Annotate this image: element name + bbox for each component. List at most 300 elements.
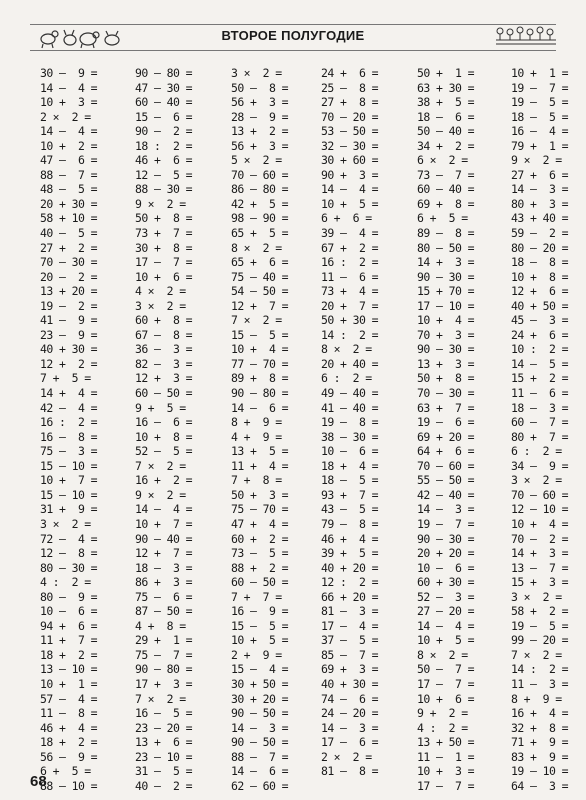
exercise-item: 65 + 6 = [231,255,288,270]
exercise-item: 80 – 9 = [40,589,97,604]
exercise-item: 36 – 3 = [135,342,192,357]
exercise-item: 12 + 2 = [40,356,97,371]
exercise-item: 90 – 80 = [135,66,192,80]
exercise-item: 88 – 7 = [40,167,97,182]
exercise-item: 73 – 5 = [231,546,288,561]
exercise-item: 73 + 7 = [135,226,192,241]
exercise-item: 50 + 8 = [135,211,192,226]
exercise-column [40,66,135,793]
exercise-item: 90 – 2 = [135,124,192,139]
exercise-item: 90 – 40 = [135,531,192,546]
exercise-item: 15 – 6 = [135,109,192,124]
exercise-item: 40 + 50 = [511,298,568,313]
exercise-item: 7 + 5 = [40,371,91,386]
exercise-item: 41 – 9 = [40,313,97,328]
exercise-item: 86 – 80 = [231,182,288,197]
exercise-item: 18 – 5 = [511,109,568,124]
exercise-item: 17 – 7 = [417,676,474,691]
exercise-item: 12 + 6 = [511,284,568,299]
exercise-item: 40 + 20 = [321,560,378,575]
exercise-item: 52 – 5 = [135,444,192,459]
exercise-item: 32 + 8 = [511,720,568,735]
exercise-item: 17 – 7 = [135,255,192,270]
exercise-item: 10 + 4 = [417,313,474,328]
exercise-item: 60 + 8 = [135,313,192,328]
exercise-item: 11 – 8 = [40,706,97,721]
exercise-item: 14 – 4 = [135,502,192,517]
exercise-item: 47 – 30 = [135,80,192,95]
exercise-item: 46 + 4 = [321,531,378,546]
exercise-item: 6 : 2 = [321,371,372,386]
exercise-item: 10 – 6 = [417,560,474,575]
exercise-item: 88 – 10 = [40,778,97,793]
exercise-item: 8 × 2 = [321,342,372,357]
exercise-item: 99 – 20 = [511,633,568,648]
exercise-column [135,66,231,793]
exercise-item: 7 × 2 = [511,647,562,662]
exercise-item: 10 + 1 = [40,676,97,691]
exercise-item: 16 : 2 = [321,255,378,270]
exercise-grid [40,66,586,793]
exercise-item: 14 – 5 = [511,356,568,371]
exercise-item: 70 – 2 = [511,531,568,546]
exercise-item: 90 – 30 = [417,342,474,357]
exercise-item: 14 : 2 = [321,327,378,342]
exercise-item: 60 – 50 = [231,575,288,590]
exercise-item: 85 – 7 = [321,647,378,662]
exercise-item: 16 – 8 = [40,429,97,444]
exercise-item: 39 – 4 = [321,226,378,241]
exercise-item: 19 – 5 = [511,95,568,110]
exercise-item: 88 – 30 = [135,182,192,197]
exercise-item: 42 + 5 = [231,196,288,211]
exercise-item: 15 – 5 = [231,327,288,342]
exercise-item: 18 : 2 = [135,138,192,153]
exercise-item: 27 – 20 = [417,604,474,619]
exercise-item: 46 + 6 = [135,153,192,168]
exercise-item: 49 – 40 = [321,386,378,401]
exercise-column [231,66,321,793]
exercise-item: 34 – 9 = [511,458,568,473]
exercise-item: 20 + 7 = [321,298,378,313]
exercise-item: 24 – 20 = [321,706,378,721]
exercise-item: 7 × 2 = [135,691,186,706]
exercise-item: 7 × 2 = [231,313,282,328]
exercise-item: 13 + 3 = [417,356,474,371]
exercise-item: 17 – 6 = [321,735,378,750]
exercise-item: 63 + 7 = [417,400,474,415]
exercise-item: 73 + 4 = [321,284,378,299]
exercise-item: 18 + 2 = [40,735,97,750]
exercise-item: 24 + 6 = [511,327,568,342]
exercise-item: 14 – 3 = [321,720,378,735]
exercise-item: 14 – 6 = [231,400,288,415]
exercise-item: 16 + 2 = [135,473,192,488]
exercise-item: 89 + 8 = [231,371,288,386]
exercise-item: 14 – 3 = [231,720,288,735]
exercise-item: 90 – 30 = [417,269,474,284]
exercise-item: 16 – 6 = [135,415,192,430]
exercise-item: 67 + 2 = [321,240,378,255]
exercise-item: 10 + 1 = [511,66,568,80]
exercise-item: 25 – 8 = [321,80,378,95]
exercise-item: 6 : 2 = [511,444,562,459]
exercise-item: 23 – 9 = [40,327,97,342]
exercise-item: 6 + 5 = [417,211,468,226]
exercise-item: 75 – 40 = [231,269,288,284]
exercise-item: 58 + 10 = [40,211,97,226]
exercise-item: 53 – 50 = [321,124,378,139]
exercise-item: 59 – 2 = [511,226,568,241]
exercise-item: 41 – 40 = [321,400,378,415]
exercise-item: 13 + 20 = [40,284,97,299]
exercise-item: 10 + 3 = [40,95,97,110]
exercise-item: 4 : 2 = [40,575,91,590]
exercise-item: 88 – 7 = [231,749,288,764]
exercise-item: 9 + 2 = [417,706,468,721]
exercise-item: 82 – 3 = [135,356,192,371]
exercise-item: 2 × 2 = [321,749,372,764]
exercise-item: 10 + 7 = [40,473,97,488]
exercise-item: 7 + 8 = [231,473,282,488]
exercise-item: 15 – 4 = [231,662,288,677]
exercise-item: 40 + 30 = [321,676,378,691]
exercise-item: 27 + 2 = [40,240,97,255]
exercise-item: 18 – 3 = [135,560,192,575]
exercise-item: 18 – 8 = [511,255,568,270]
exercise-item: 17 – 4 = [321,618,378,633]
exercise-item: 66 + 20 = [321,589,378,604]
exercise-item: 81 – 3 = [321,604,378,619]
exercise-item: 11 + 7 = [40,633,97,648]
exercise-item: 14 – 4 = [321,182,378,197]
exercise-item: 90 + 3 = [321,167,378,182]
exercise-item: 30 + 20 = [231,691,288,706]
exercise-item: 47 + 4 = [231,516,288,531]
exercise-item: 42 – 4 = [40,400,97,415]
exercise-item: 5 × 2 = [231,153,282,168]
exercise-item: 71 + 9 = [511,735,568,750]
exercise-item: 30 + 8 = [135,240,192,255]
exercise-item: 8 + 9 = [511,691,562,706]
exercise-item: 80 – 30 = [40,560,97,575]
exercise-item: 70 – 60 = [231,167,288,182]
exercise-item: 23 – 10 = [135,749,192,764]
exercise-item: 12 + 7 = [135,546,192,561]
exercise-item: 19 – 6 = [417,415,474,430]
exercise-item: 93 + 7 = [321,487,378,502]
exercise-item: 14 + 4 = [40,386,97,401]
exercise-item: 75 – 70 = [231,502,288,517]
exercise-item: 17 – 10 = [417,298,474,313]
exercise-item: 50 + 8 = [417,371,474,386]
exercise-item: 19 – 5 = [511,618,568,633]
exercise-item: 14 + 3 = [417,255,474,270]
exercise-item: 60 + 30 = [417,575,474,590]
exercise-item: 29 + 1 = [135,633,192,648]
exercise-item: 4 × 2 = [135,284,186,299]
exercise-item: 94 + 6 = [40,618,97,633]
exercise-item: 65 + 5 = [231,226,288,241]
exercise-item: 7 × 2 = [135,458,186,473]
exercise-item: 31 + 9 = [40,502,97,517]
exercise-item: 3 × 2 = [135,298,186,313]
exercise-column [417,66,511,793]
exercise-item: 12 – 5 = [135,167,192,182]
exercise-item: 14 + 3 = [511,546,568,561]
exercise-item: 60 – 40 = [417,182,474,197]
exercise-item: 6 + 6 = [321,211,372,226]
exercise-item: 4 + 9 = [231,429,282,444]
page-number: 68 [30,773,47,790]
exercise-item: 70 – 60 = [511,487,568,502]
exercise-item: 10 + 6 = [135,269,192,284]
exercise-item: 30 + 60 = [321,153,378,168]
exercise-item: 13 + 6 = [135,735,192,750]
exercise-item: 16 – 5 = [135,706,192,721]
exercise-item: 90 – 50 = [231,706,288,721]
exercise-item: 4 : 2 = [417,720,468,735]
exercise-item: 13 + 5 = [231,444,288,459]
exercise-item: 2 + 9 = [231,647,282,662]
exercise-item: 67 – 8 = [135,327,192,342]
exercise-item: 88 + 2 = [231,560,288,575]
exercise-item: 43 – 5 = [321,502,378,517]
exercise-item: 16 – 9 = [231,604,288,619]
exercise-item: 30 – 9 = [40,66,97,80]
exercise-item: 55 – 50 = [417,473,474,488]
exercise-item: 18 – 3 = [511,400,568,415]
exercise-item: 27 + 6 = [511,167,568,182]
exercise-item: 14 – 4 = [417,618,474,633]
exercise-item: 10 : 2 = [511,342,568,357]
exercise-item: 10 + 8 = [511,269,568,284]
exercise-item: 79 – 8 = [321,516,378,531]
exercise-item: 39 + 5 = [321,546,378,561]
exercise-item: 15 + 2 = [511,371,568,386]
exercise-item: 80 + 7 = [511,429,568,444]
exercise-item: 15 + 70 = [417,284,474,299]
exercise-item: 50 – 7 = [417,662,474,677]
exercise-item: 11 – 3 = [511,676,568,691]
exercise-item: 7 + 7 = [231,589,282,604]
exercise-item: 79 + 1 = [511,138,568,153]
exercise-item: 69 + 3 = [321,662,378,677]
exercise-item: 2 × 2 = [40,109,91,124]
page-title: ВТОРОЕ ПОЛУГОДИЕ [221,28,365,43]
exercise-item: 42 – 40 = [417,487,474,502]
exercise-item: 48 – 5 = [40,182,97,197]
exercise-item: 89 – 8 = [417,226,474,241]
exercise-item: 30 + 50 = [231,676,288,691]
exercise-item: 11 – 1 = [417,749,474,764]
header-rule-bottom [30,50,556,51]
exercise-item: 3 × 2 = [511,473,562,488]
exercise-item: 50 + 30 = [321,313,378,328]
exercise-item: 34 + 2 = [417,138,474,153]
exercise-item: 15 + 3 = [511,575,568,590]
exercise-item: 50 – 40 = [417,124,474,139]
exercise-item: 19 – 2 = [40,298,97,313]
exercise-item: 32 – 30 = [321,138,378,153]
exercise-item: 50 + 3 = [231,487,288,502]
exercise-item: 18 + 4 = [321,458,378,473]
exercise-item: 75 – 6 = [135,589,192,604]
exercise-item: 19 – 8 = [321,415,378,430]
exercise-item: 14 – 4 = [40,124,97,139]
exercise-item: 56 + 3 = [231,95,288,110]
exercise-item: 98 – 90 = [231,211,288,226]
exercise-item: 70 + 3 = [417,327,474,342]
header-rule-top [30,24,556,25]
exercise-item: 43 + 40 = [511,211,568,226]
exercise-item: 64 – 3 = [511,778,568,793]
exercise-item: 13 + 50 = [417,735,474,750]
exercise-item: 6 × 2 = [417,153,468,168]
exercise-item: 10 – 6 = [40,604,97,619]
exercise-item: 9 × 2 = [135,487,186,502]
exercise-item: 4 + 8 = [135,618,186,633]
exercise-item: 18 – 6 = [417,109,474,124]
exercise-item: 75 – 7 = [135,647,192,662]
exercise-item: 14 – 3 = [417,502,474,517]
exercise-item: 54 – 50 = [231,284,288,299]
exercise-item: 10 + 3 = [417,764,474,779]
exercise-item: 12 : 2 = [321,575,378,590]
exercise-item: 90 – 80 = [231,386,288,401]
exercise-item: 10 + 2 = [40,138,97,153]
exercise-item: 16 + 4 = [511,706,568,721]
exercise-item: 12 + 7 = [231,298,288,313]
exercise-item: 18 – 5 = [321,473,378,488]
exercise-item: 52 – 3 = [417,589,474,604]
exercise-column [511,66,586,793]
exercise-item: 46 + 4 = [40,720,97,735]
birds-illustration-icon [494,24,558,48]
exercise-item: 47 – 6 = [40,153,97,168]
exercise-item: 60 + 2 = [231,531,288,546]
exercise-item: 9 × 2 = [511,153,562,168]
exercise-item: 9 + 5 = [135,400,186,415]
exercise-item: 10 – 6 = [321,444,378,459]
exercise-item: 3 × 2 = [511,589,562,604]
exercise-item: 80 – 20 = [511,240,568,255]
exercise-item: 3 × 2 = [231,66,282,80]
exercise-item: 37 – 5 = [321,633,378,648]
exercise-item: 70 – 30 = [417,386,474,401]
exercise-item: 11 – 6 = [511,386,568,401]
exercise-item: 45 – 3 = [511,313,568,328]
exercise-item: 74 – 6 = [321,691,378,706]
exercise-item: 20 + 20 = [417,546,474,561]
exercise-item: 20 + 30 = [40,196,97,211]
exercise-item: 23 – 20 = [135,720,192,735]
exercise-item: 20 + 40 = [321,356,378,371]
exercise-item: 16 : 2 = [40,415,97,430]
exercise-item: 17 + 3 = [135,676,192,691]
exercise-item: 87 – 50 = [135,604,192,619]
exercise-item: 8 + 9 = [231,415,282,430]
exercise-item: 31 – 5 = [135,764,192,779]
exercise-item: 64 + 6 = [417,444,474,459]
exercise-item: 8 × 2 = [417,647,468,662]
exercise-item: 15 – 10 = [40,458,97,473]
exercise-item: 60 – 40 = [135,95,192,110]
exercise-item: 20 – 2 = [40,269,97,284]
exercise-item: 10 + 4 = [511,516,568,531]
exercise-item: 40 – 2 = [135,778,192,793]
exercise-item: 9 × 2 = [135,196,186,211]
exercise-item: 19 – 7 = [511,80,568,95]
exercise-item: 28 – 9 = [231,109,288,124]
exercise-item: 10 + 5 = [231,633,288,648]
exercise-item: 60 – 7 = [511,415,568,430]
exercise-item: 50 + 1 = [417,66,474,80]
exercise-item: 11 + 4 = [231,458,288,473]
exercise-item: 27 + 8 = [321,95,378,110]
exercise-item: 6 + 5 = [40,764,91,779]
exercise-item: 13 – 7 = [511,560,568,575]
exercise-item: 57 – 4 = [40,691,97,706]
exercise-item: 72 – 4 = [40,531,97,546]
exercise-item: 19 – 7 = [417,516,474,531]
exercise-item: 11 – 6 = [321,269,378,284]
exercise-item: 13 – 10 = [40,662,97,677]
exercise-item: 19 – 10 = [511,764,568,779]
exercise-item: 10 + 7 = [135,516,192,531]
exercise-item: 14 – 3 = [511,182,568,197]
exercise-item: 70 – 30 = [40,255,97,270]
exercise-item: 15 – 10 = [40,487,97,502]
exercise-item: 12 – 8 = [40,546,97,561]
exercise-item: 80 + 3 = [511,196,568,211]
exercise-item: 10 + 5 = [417,633,474,648]
exercise-item: 10 + 6 = [417,691,474,706]
exercise-item: 8 × 2 = [231,240,282,255]
exercise-item: 15 – 5 = [231,618,288,633]
exercise-column [321,66,417,793]
exercise-item: 70 – 60 = [417,458,474,473]
exercise-item: 86 + 3 = [135,575,192,590]
exercise-item: 50 – 8 = [231,80,288,95]
exercise-item: 40 + 30 = [40,342,97,357]
exercise-item: 24 + 6 = [321,66,378,80]
exercise-item: 90 – 80 = [135,662,192,677]
exercise-item: 14 : 2 = [511,662,568,677]
exercise-item: 3 × 2 = [40,516,91,531]
exercise-item: 77 – 70 = [231,356,288,371]
exercise-item: 14 – 6 = [231,764,288,779]
exercise-item: 69 + 20 = [417,429,474,444]
exercise-item: 69 + 8 = [417,196,474,211]
exercise-item: 56 – 9 = [40,749,97,764]
exercise-item: 83 + 9 = [511,749,568,764]
exercise-item: 10 + 5 = [321,196,378,211]
exercise-item: 12 – 10 = [511,502,568,517]
exercise-item: 56 + 3 = [231,138,288,153]
exercise-item: 73 – 7 = [417,167,474,182]
exercise-item: 90 – 50 = [231,735,288,750]
exercise-item: 40 – 5 = [40,226,97,241]
exercise-item: 17 – 7 = [417,778,474,793]
exercise-item: 90 – 30 = [417,531,474,546]
exercise-item: 13 + 2 = [231,124,288,139]
exercise-item: 58 + 2 = [511,604,568,619]
exercise-item: 16 – 4 = [511,124,568,139]
exercise-item: 62 – 60 = [231,778,288,793]
exercise-item: 63 + 30 = [417,80,474,95]
exercise-item: 80 – 50 = [417,240,474,255]
